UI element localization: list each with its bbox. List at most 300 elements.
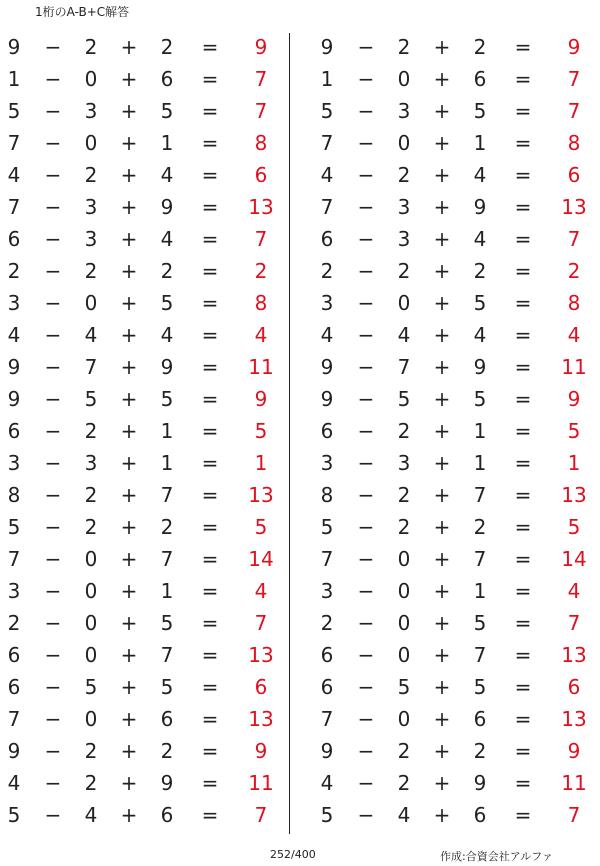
operand-b: 0 [397, 611, 411, 635]
answer-value: 14 [248, 547, 274, 571]
plus-sign: + [433, 291, 451, 315]
operand-c: 4 [473, 163, 487, 187]
minus-sign: − [357, 355, 375, 379]
plus-sign: + [120, 67, 138, 91]
minus-sign: − [357, 195, 375, 219]
operand-c: 1 [473, 579, 487, 603]
operand-a: 4 [320, 771, 334, 795]
problem-row [313, 639, 600, 671]
plus-sign: + [433, 387, 451, 411]
operand-a: 9 [7, 387, 21, 411]
operand-c: 6 [160, 67, 174, 91]
operand-b: 5 [84, 675, 98, 699]
minus-sign: − [44, 227, 62, 251]
problem-row [313, 735, 600, 767]
operand-b: 2 [397, 515, 411, 539]
answer-value: 13 [561, 643, 587, 667]
operand-c: 9 [160, 195, 174, 219]
operand-a: 5 [320, 99, 334, 123]
minus-sign: − [357, 547, 375, 571]
minus-sign: − [44, 611, 62, 635]
answer-value: 9 [254, 35, 268, 59]
worksheet-title: 1桁のA-B+C解答 [35, 5, 130, 19]
operand-a: 6 [7, 419, 21, 443]
problem-row [0, 127, 290, 159]
plus-sign: + [433, 547, 451, 571]
equals-sign: = [514, 67, 532, 91]
operand-b: 3 [397, 451, 411, 475]
plus-sign: + [120, 419, 138, 443]
equals-sign: = [201, 259, 219, 283]
problem-row [0, 223, 290, 255]
problem-row [0, 383, 290, 415]
operand-c: 1 [160, 451, 174, 475]
operand-a: 9 [320, 35, 334, 59]
minus-sign: − [44, 643, 62, 667]
operand-b: 4 [84, 323, 98, 347]
operand-c: 5 [160, 99, 174, 123]
operand-a: 2 [320, 259, 334, 283]
plus-sign: + [120, 131, 138, 155]
plus-sign: + [433, 579, 451, 603]
answer-value: 13 [248, 707, 274, 731]
problem-row [313, 479, 600, 511]
operand-b: 5 [397, 675, 411, 699]
operand-c: 1 [160, 131, 174, 155]
minus-sign: − [357, 611, 375, 635]
equals-sign: = [201, 579, 219, 603]
problem-row [0, 287, 290, 319]
problem-row [313, 191, 600, 223]
answer-value: 9 [567, 739, 581, 763]
problem-row [313, 767, 600, 799]
problem-row [0, 607, 290, 639]
operand-b: 2 [397, 771, 411, 795]
minus-sign: − [357, 259, 375, 283]
problem-row [313, 127, 600, 159]
operand-b: 3 [397, 99, 411, 123]
answer-value: 8 [567, 131, 581, 155]
minus-sign: − [357, 707, 375, 731]
equals-sign: = [514, 227, 532, 251]
operand-c: 7 [473, 483, 487, 507]
answer-value: 7 [567, 67, 581, 91]
answer-column-left [0, 31, 290, 831]
plus-sign: + [120, 451, 138, 475]
operand-b: 0 [397, 579, 411, 603]
operand-b: 0 [397, 67, 411, 91]
operand-c: 6 [473, 707, 487, 731]
answer-value: 6 [254, 675, 268, 699]
operand-c: 7 [160, 643, 174, 667]
answer-value: 7 [567, 99, 581, 123]
equals-sign: = [514, 259, 532, 283]
problem-row [0, 159, 290, 191]
equals-sign: = [514, 291, 532, 315]
equals-sign: = [514, 355, 532, 379]
equals-sign: = [201, 643, 219, 667]
equals-sign: = [514, 675, 532, 699]
minus-sign: − [44, 163, 62, 187]
operand-b: 0 [84, 611, 98, 635]
operand-a: 4 [7, 771, 21, 795]
answer-value: 7 [567, 803, 581, 827]
operand-c: 7 [160, 483, 174, 507]
operand-c: 6 [160, 803, 174, 827]
problem-row [0, 95, 290, 127]
operand-b: 2 [397, 739, 411, 763]
answer-value: 5 [567, 419, 581, 443]
minus-sign: − [357, 419, 375, 443]
plus-sign: + [433, 99, 451, 123]
equals-sign: = [514, 451, 532, 475]
operand-a: 1 [7, 67, 21, 91]
operand-b: 0 [84, 67, 98, 91]
equals-sign: = [514, 99, 532, 123]
plus-sign: + [433, 643, 451, 667]
operand-a: 3 [7, 291, 21, 315]
operand-c: 2 [473, 35, 487, 59]
problem-row [313, 575, 600, 607]
operand-c: 1 [473, 451, 487, 475]
problem-row [0, 31, 290, 63]
answer-value: 13 [561, 483, 587, 507]
equals-sign: = [201, 771, 219, 795]
equals-sign: = [514, 803, 532, 827]
operand-a: 6 [7, 643, 21, 667]
answer-value: 7 [567, 227, 581, 251]
equals-sign: = [201, 35, 219, 59]
problem-row [313, 383, 600, 415]
problem-row [313, 415, 600, 447]
operand-a: 9 [320, 355, 334, 379]
answer-value: 1 [567, 451, 581, 475]
answer-value: 1 [254, 451, 268, 475]
operand-b: 0 [397, 547, 411, 571]
operand-c: 4 [473, 323, 487, 347]
operand-b: 0 [397, 291, 411, 315]
operand-b: 2 [397, 259, 411, 283]
operand-c: 7 [160, 547, 174, 571]
minus-sign: − [44, 579, 62, 603]
operand-c: 5 [473, 387, 487, 411]
plus-sign: + [120, 99, 138, 123]
answer-value: 7 [567, 611, 581, 635]
operand-b: 2 [84, 483, 98, 507]
answer-value: 4 [254, 579, 268, 603]
operand-b: 5 [84, 387, 98, 411]
problem-row [0, 255, 290, 287]
equals-sign: = [514, 35, 532, 59]
operand-b: 3 [84, 195, 98, 219]
minus-sign: − [44, 291, 62, 315]
answer-value: 7 [254, 803, 268, 827]
operand-b: 2 [84, 739, 98, 763]
operand-a: 1 [320, 67, 334, 91]
plus-sign: + [433, 451, 451, 475]
operand-a: 9 [320, 739, 334, 763]
operand-a: 7 [320, 707, 334, 731]
problem-row [313, 95, 600, 127]
problem-row [313, 511, 600, 543]
operand-c: 9 [160, 355, 174, 379]
equals-sign: = [514, 195, 532, 219]
operand-c: 7 [473, 643, 487, 667]
operand-a: 8 [7, 483, 21, 507]
problem-row [313, 287, 600, 319]
answer-value: 9 [567, 387, 581, 411]
plus-sign: + [120, 259, 138, 283]
equals-sign: = [514, 323, 532, 347]
operand-b: 0 [84, 131, 98, 155]
operand-a: 3 [320, 451, 334, 475]
minus-sign: − [44, 547, 62, 571]
problem-row [0, 735, 290, 767]
minus-sign: − [357, 579, 375, 603]
answer-value: 5 [254, 419, 268, 443]
operand-a: 4 [320, 323, 334, 347]
operand-a: 2 [320, 611, 334, 635]
equals-sign: = [514, 611, 532, 635]
equals-sign: = [514, 643, 532, 667]
operand-c: 4 [160, 323, 174, 347]
minus-sign: − [44, 99, 62, 123]
operand-b: 2 [84, 771, 98, 795]
plus-sign: + [433, 803, 451, 827]
column-divider [289, 33, 290, 834]
equals-sign: = [201, 547, 219, 571]
operand-c: 5 [473, 99, 487, 123]
plus-sign: + [120, 355, 138, 379]
equals-sign: = [201, 739, 219, 763]
equals-sign: = [201, 803, 219, 827]
answer-value: 9 [254, 739, 268, 763]
answer-value: 11 [561, 771, 587, 795]
problem-row [313, 31, 600, 63]
minus-sign: − [44, 35, 62, 59]
answer-value: 13 [248, 483, 274, 507]
equals-sign: = [201, 323, 219, 347]
equals-sign: = [514, 739, 532, 763]
plus-sign: + [433, 35, 451, 59]
answer-value: 5 [567, 515, 581, 539]
plus-sign: + [120, 291, 138, 315]
answer-value: 9 [567, 35, 581, 59]
plus-sign: + [120, 387, 138, 411]
minus-sign: − [357, 387, 375, 411]
plus-sign: + [433, 483, 451, 507]
equals-sign: = [201, 99, 219, 123]
operand-c: 7 [473, 547, 487, 571]
plus-sign: + [433, 195, 451, 219]
plus-sign: + [120, 675, 138, 699]
problem-row [313, 543, 600, 575]
minus-sign: − [357, 771, 375, 795]
operand-a: 9 [7, 739, 21, 763]
operand-c: 5 [160, 611, 174, 635]
operand-c: 9 [473, 771, 487, 795]
plus-sign: + [120, 227, 138, 251]
operand-c: 4 [160, 227, 174, 251]
operand-a: 5 [7, 803, 21, 827]
problem-row [0, 447, 290, 479]
operand-b: 2 [84, 163, 98, 187]
operand-c: 2 [160, 259, 174, 283]
operand-b: 0 [84, 547, 98, 571]
answer-value: 6 [567, 163, 581, 187]
operand-a: 4 [7, 323, 21, 347]
operand-a: 4 [320, 163, 334, 187]
problem-row [313, 799, 600, 831]
answer-value: 9 [254, 387, 268, 411]
equals-sign: = [201, 131, 219, 155]
equals-sign: = [514, 707, 532, 731]
operand-c: 6 [473, 67, 487, 91]
problem-row [0, 319, 290, 351]
equals-sign: = [514, 387, 532, 411]
minus-sign: − [44, 195, 62, 219]
operand-a: 3 [7, 451, 21, 475]
answer-value: 13 [248, 195, 274, 219]
minus-sign: − [357, 99, 375, 123]
operand-b: 0 [397, 643, 411, 667]
minus-sign: − [44, 515, 62, 539]
answer-value: 7 [254, 99, 268, 123]
answer-value: 11 [248, 771, 274, 795]
operand-b: 2 [84, 419, 98, 443]
plus-sign: + [120, 611, 138, 635]
operand-c: 1 [160, 579, 174, 603]
answer-value: 2 [254, 259, 268, 283]
minus-sign: − [357, 803, 375, 827]
plus-sign: + [433, 259, 451, 283]
problem-row [0, 799, 290, 831]
equals-sign: = [201, 515, 219, 539]
plus-sign: + [120, 163, 138, 187]
operand-b: 2 [397, 483, 411, 507]
plus-sign: + [120, 803, 138, 827]
operand-b: 4 [397, 803, 411, 827]
operand-b: 3 [84, 451, 98, 475]
minus-sign: − [357, 739, 375, 763]
operand-a: 5 [7, 99, 21, 123]
operand-b: 3 [84, 99, 98, 123]
operand-c: 6 [160, 707, 174, 731]
operand-b: 2 [397, 35, 411, 59]
answer-value: 6 [567, 675, 581, 699]
operand-c: 5 [160, 291, 174, 315]
operand-c: 4 [473, 227, 487, 251]
minus-sign: − [44, 131, 62, 155]
problem-row [313, 319, 600, 351]
operand-c: 2 [473, 259, 487, 283]
equals-sign: = [514, 515, 532, 539]
minus-sign: − [357, 131, 375, 155]
operand-b: 7 [397, 355, 411, 379]
answer-value: 7 [254, 611, 268, 635]
operand-c: 9 [473, 195, 487, 219]
operand-a: 5 [7, 515, 21, 539]
operand-a: 6 [7, 227, 21, 251]
answer-value: 11 [561, 355, 587, 379]
problem-row [0, 511, 290, 543]
minus-sign: − [357, 675, 375, 699]
operand-b: 0 [397, 707, 411, 731]
equals-sign: = [201, 387, 219, 411]
equals-sign: = [514, 163, 532, 187]
operand-a: 6 [320, 419, 334, 443]
operand-b: 3 [397, 227, 411, 251]
minus-sign: − [357, 483, 375, 507]
equals-sign: = [514, 419, 532, 443]
plus-sign: + [433, 771, 451, 795]
operand-a: 7 [7, 547, 21, 571]
equals-sign: = [201, 611, 219, 635]
plus-sign: + [120, 35, 138, 59]
operand-c: 2 [160, 515, 174, 539]
minus-sign: − [44, 675, 62, 699]
plus-sign: + [433, 67, 451, 91]
plus-sign: + [433, 323, 451, 347]
operand-b: 2 [84, 35, 98, 59]
plus-sign: + [120, 515, 138, 539]
answer-value: 7 [254, 227, 268, 251]
minus-sign: − [357, 323, 375, 347]
minus-sign: − [44, 387, 62, 411]
operand-a: 2 [7, 611, 21, 635]
operand-a: 9 [320, 387, 334, 411]
operand-a: 5 [320, 515, 334, 539]
operand-b: 0 [84, 579, 98, 603]
problem-row [313, 703, 600, 735]
operand-b: 3 [397, 195, 411, 219]
operand-c: 6 [473, 803, 487, 827]
answer-value: 13 [561, 195, 587, 219]
operand-c: 5 [473, 611, 487, 635]
equals-sign: = [201, 419, 219, 443]
problem-row [0, 671, 290, 703]
answer-column-right [313, 31, 600, 831]
operand-a: 6 [320, 643, 334, 667]
plus-sign: + [433, 707, 451, 731]
problem-row [0, 575, 290, 607]
plus-sign: + [120, 579, 138, 603]
plus-sign: + [120, 771, 138, 795]
problem-row [0, 415, 290, 447]
answer-value: 8 [254, 131, 268, 155]
operand-b: 3 [84, 227, 98, 251]
minus-sign: − [44, 451, 62, 475]
operand-c: 4 [160, 163, 174, 187]
plus-sign: + [120, 643, 138, 667]
problem-row [313, 63, 600, 95]
author-credit: 作成:合資会社アルファ [440, 850, 554, 863]
operand-a: 7 [320, 547, 334, 571]
answer-value: 4 [567, 323, 581, 347]
operand-a: 3 [320, 291, 334, 315]
operand-c: 5 [160, 675, 174, 699]
operand-a: 7 [320, 131, 334, 155]
answer-value: 7 [254, 67, 268, 91]
problem-row [0, 351, 290, 383]
equals-sign: = [514, 771, 532, 795]
minus-sign: − [44, 707, 62, 731]
plus-sign: + [120, 195, 138, 219]
problem-row [0, 639, 290, 671]
problem-row [0, 479, 290, 511]
minus-sign: − [357, 291, 375, 315]
minus-sign: − [44, 419, 62, 443]
